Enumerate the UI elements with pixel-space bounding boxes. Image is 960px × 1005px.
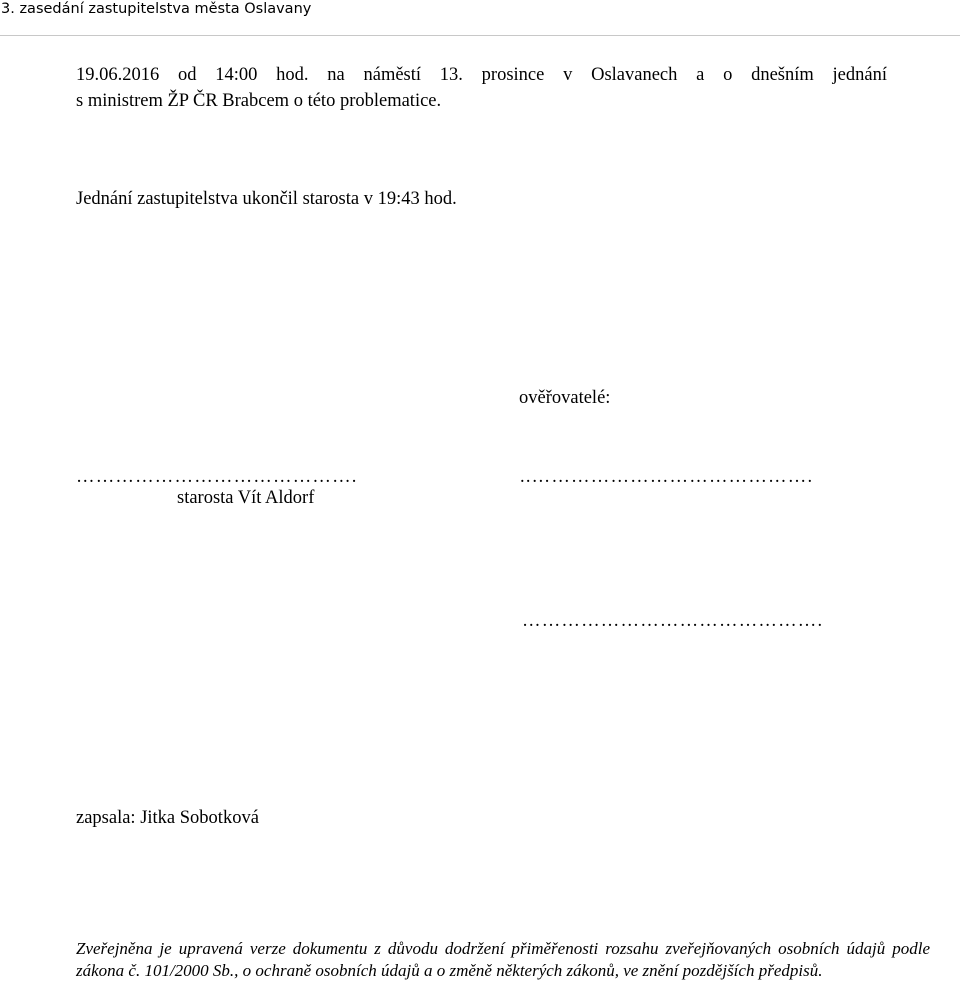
recorder-name: zapsala: Jitka Sobotková xyxy=(76,808,259,828)
publication-note: Zveřejněna je upravená verze dokumentu z důvodu dodržení přiměřenosti rozsahu zveřejňovaných osobních údajů podle zákona č. 101/2000 Sb., o ochraně osobních údajů a o změně některých zákonů, ve znění pozdějších předpisů. xyxy=(76,939,930,980)
paragraph-meeting-info xyxy=(76,62,887,114)
document-title: 3. zasedání zastupitelstva města Oslavany xyxy=(1,1,312,17)
mayor-name: starosta Vít Aldorf xyxy=(177,488,315,508)
verifier-1-signature-line: ..……………………………………. xyxy=(520,467,814,487)
verifiers-label: ověřovatelé: xyxy=(519,388,611,408)
paragraph-line-2: s ministrem ŽP ČR Brabcem o této problematice. xyxy=(76,91,442,111)
paragraph-meeting-end: Jednání zastupitelstva ukončil starosta v 19:43 hod. xyxy=(76,189,457,209)
mayor-signature-line: ……………………………………. xyxy=(76,467,358,487)
page-header xyxy=(0,0,960,36)
verifier-2-signature-line: ………………………………………. xyxy=(522,611,824,631)
paragraph-line-1: 19.06.2016 od 14:00 hod. na náměstí 13. prosince v Oslavanech a o dnešním jednání xyxy=(76,65,887,85)
